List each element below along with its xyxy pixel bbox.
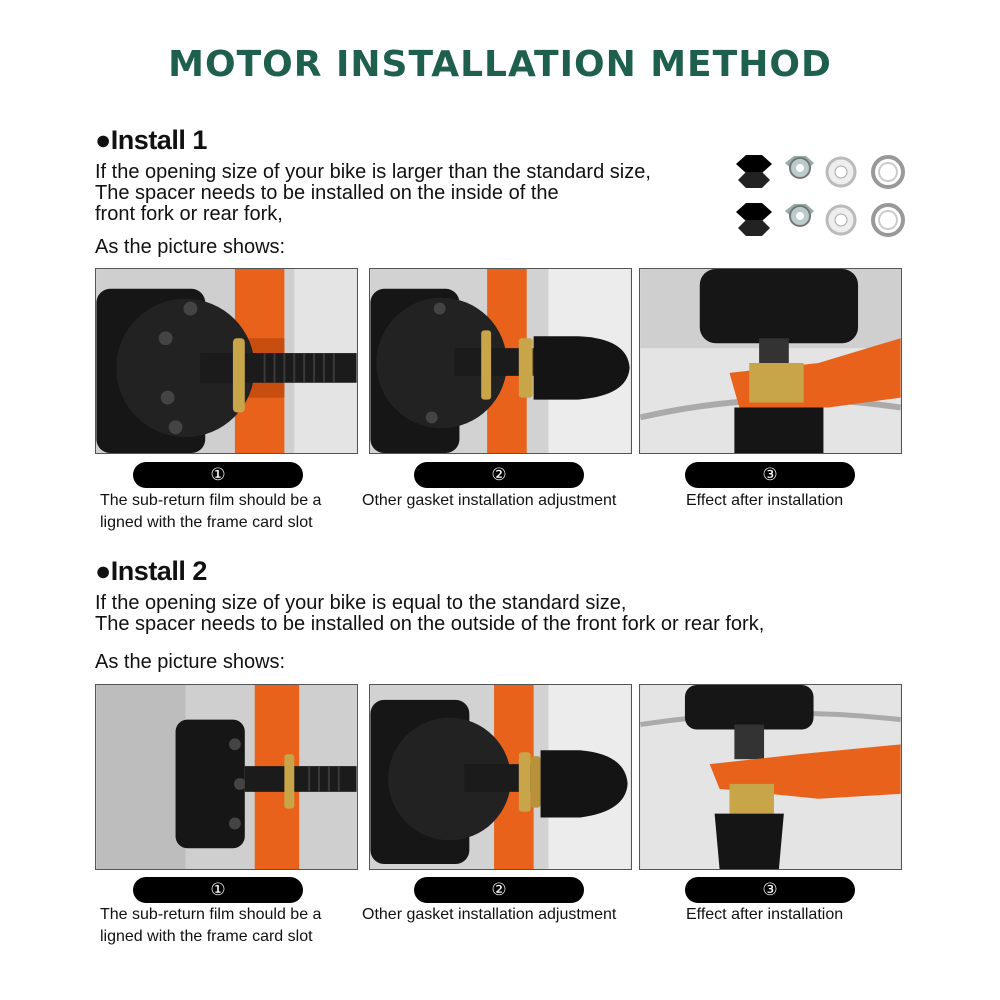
install1-desc-line: front fork or rear fork, <box>95 203 283 225</box>
install1-step-1-caption <box>100 490 321 534</box>
caption-line: The sub-return film should be a <box>100 906 322 923</box>
install2-step-1-badge: ① <box>133 877 303 903</box>
caption-line: ligned with the frame card slot <box>100 928 313 945</box>
install1-step-2-caption <box>362 490 616 512</box>
install1-step-3-caption <box>686 490 843 512</box>
caption-line: Other gasket installation adjustment <box>362 906 617 923</box>
install2-desc-line: The spacer needs to be installed on the outside of the front fork or rear fork, <box>95 613 765 635</box>
install2-step-2-badge: ② <box>414 877 584 903</box>
install2-shows-label: As the picture shows: <box>95 651 286 673</box>
install2-photo-3 <box>639 684 902 870</box>
install1-shows-label: As the picture shows: <box>95 236 286 258</box>
hex-nuts-and-washers-icon <box>728 150 913 245</box>
install1-desc-line: The spacer needs to be installed on the inside of the <box>95 182 559 204</box>
install1-desc-line: If the opening size of your bike is larger than the standard size, <box>95 161 651 183</box>
install2-photo-2 <box>369 684 632 870</box>
install2-step-3-badge: ③ <box>685 877 855 903</box>
caption-line: Effect after installation <box>686 492 844 509</box>
install2-heading: ●Install 2 <box>95 556 207 586</box>
install1-photo-2 <box>369 268 632 454</box>
install1-step-1-badge: ① <box>133 462 303 488</box>
install2-step-3-caption <box>686 904 843 926</box>
install1-description <box>95 162 651 225</box>
install2-desc-line: If the opening size of your bike is equal to the standard size, <box>95 592 627 614</box>
install1-photo-1 <box>95 268 358 454</box>
install2-step-2-caption <box>362 904 616 926</box>
install2-photo-1 <box>95 684 358 870</box>
page-title: MOTOR INSTALLATION METHOD <box>168 44 832 85</box>
install1-photo-3 <box>639 268 902 454</box>
install2-step-1-caption <box>100 904 321 948</box>
caption-line: The sub-return film should be a <box>100 492 322 509</box>
caption-line: Effect after installation <box>686 906 844 923</box>
install1-step-2-badge: ② <box>414 462 584 488</box>
install2-description <box>95 593 764 635</box>
caption-line: ligned with the frame card slot <box>100 514 313 531</box>
install1-heading: ●Install 1 <box>95 125 207 155</box>
install1-step-3-badge: ③ <box>685 462 855 488</box>
caption-line: Other gasket installation adjustment <box>362 492 617 509</box>
